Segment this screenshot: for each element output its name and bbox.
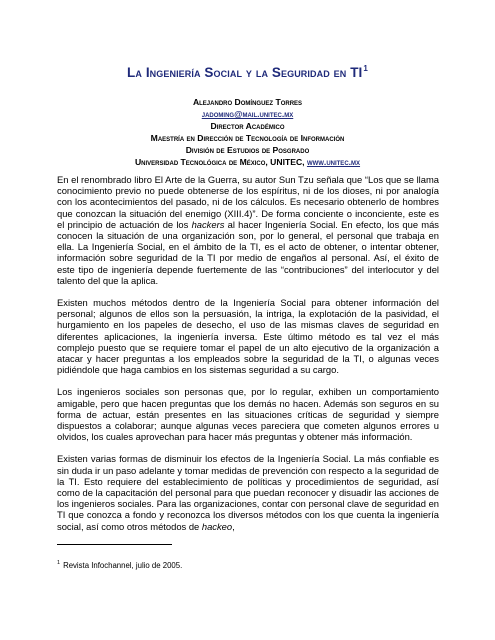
author-email-link[interactable]: jadoming@mail.unitec.mx (201, 109, 294, 119)
university-website-link[interactable]: www.unitec.mx (306, 157, 361, 167)
author-name: Alejandro Domínguez Torres (192, 97, 303, 107)
paragraph-1-part-c: al hacer Ingeniería Social. En efecto, los que más conocen la situación de una organización son, por lo general, el personal que trabaja en ella. La Ingeniería Social, en el ámbito de la TI, es el acto de obtener, o intentar obtener, información sobre seguridad de la TI por medio de engaños al personal. Así, el éxito de este tipo de ingeniería depende fuertemente de las “contribuciones” del interlocutor y del talento del que la aplica. (57, 218, 439, 286)
paragraph-4-part-a: Existen varias formas de disminuir los efectos de la Ingeniería Social. La más confiable es sin duda ir un paso adelante y tomar medidas de prevención con respecto a la seguridad de la TI. Esto requiere del establecimiento de políticas y procedimientos de seguridad, así como de la capacitación del personal para que puedan reconocer y disuadir las acciones de los ingenieros sociales. Para las organizaciones, contar con personal clave de seguridad en TI que conozca a fondo y reconozca los diversos métodos con los que cuenta la ingeniería social, así como otros métodos de (57, 453, 440, 532)
title-text: La Ingeniería Social y la Seguridad en TI (127, 65, 363, 80)
university-name: Universidad Tecnológica de México, UNITEC, (134, 157, 307, 167)
author-program: Maestría en Dirección de Tecnología de Información (150, 133, 345, 143)
author-division: División de Estudios de Posgrado (185, 145, 310, 155)
author-university (0, 156, 495, 168)
paragraph-1 (57, 174, 439, 286)
footnote-mark: 1 (57, 560, 61, 566)
document-title (0, 64, 495, 80)
footnote-divider (57, 544, 172, 545)
footnote-text: Revista Infochannel, julio de 2005. (63, 561, 183, 570)
body-text (57, 174, 439, 543)
author-role: Director Académico (210, 121, 285, 131)
title-footnote-mark: 1 (363, 64, 368, 73)
paragraph-4 (57, 453, 439, 531)
footnote (57, 560, 182, 570)
paragraph-2: Existen muchos métodos dentro de la Ingeniería Social para obtener información del personal; algunos de ellos son la persuasión, la intriga, la explotación de la pasividad, el hurgamiento en los papeles de desecho, el uso de las mismas claves de seguridad en diferentes aplicaciones, la ingeniería inversa. Este último método es tal vez el más complejo puesto que se requiere tomar el papel de un alto ejecutivo de la organización a atacar y hacer preguntas a los empleados sobre la seguridad de la TI, o algunas veces pidiéndole que haga cambios en los sistemas seguridad a su cargo. (57, 297, 439, 376)
paragraph-4-part-c: , (232, 520, 235, 532)
paragraph-1-part-a: En el renombrado libro El Arte de la Guerra, su autor Sun Tzu señala que “Los que se llama conocimiento previo no puede obtenerse de los espíritus, ni de los dioses, ni por analogía con los acontecimientos del pasado, ni de los cálculos. Es necesario obtenerlo de hombres que conozcan la situación del enemigo (XIII.4)”. De forma conciente o inconciente, este es el principio de actuación de los (57, 174, 439, 230)
paragraph-1-italic: hackers (191, 218, 225, 230)
author-block (0, 96, 495, 168)
paragraph-3: Los ingenieros sociales son personas que, por lo regular, exhiben un comportamiento amigable, pero que hacen preguntas que los demás no hacen. Además son seguros en su forma de actuar, están presentes en las situaciones críticas de seguridad y siempre dispuestos a colaborar; aunque algunas veces pareciera que cometen algunos errores u olvidos, los cuales aprovechan para hacer más preguntas y obtener más información. (57, 386, 439, 443)
paragraph-4-italic: hackeo (201, 520, 233, 532)
